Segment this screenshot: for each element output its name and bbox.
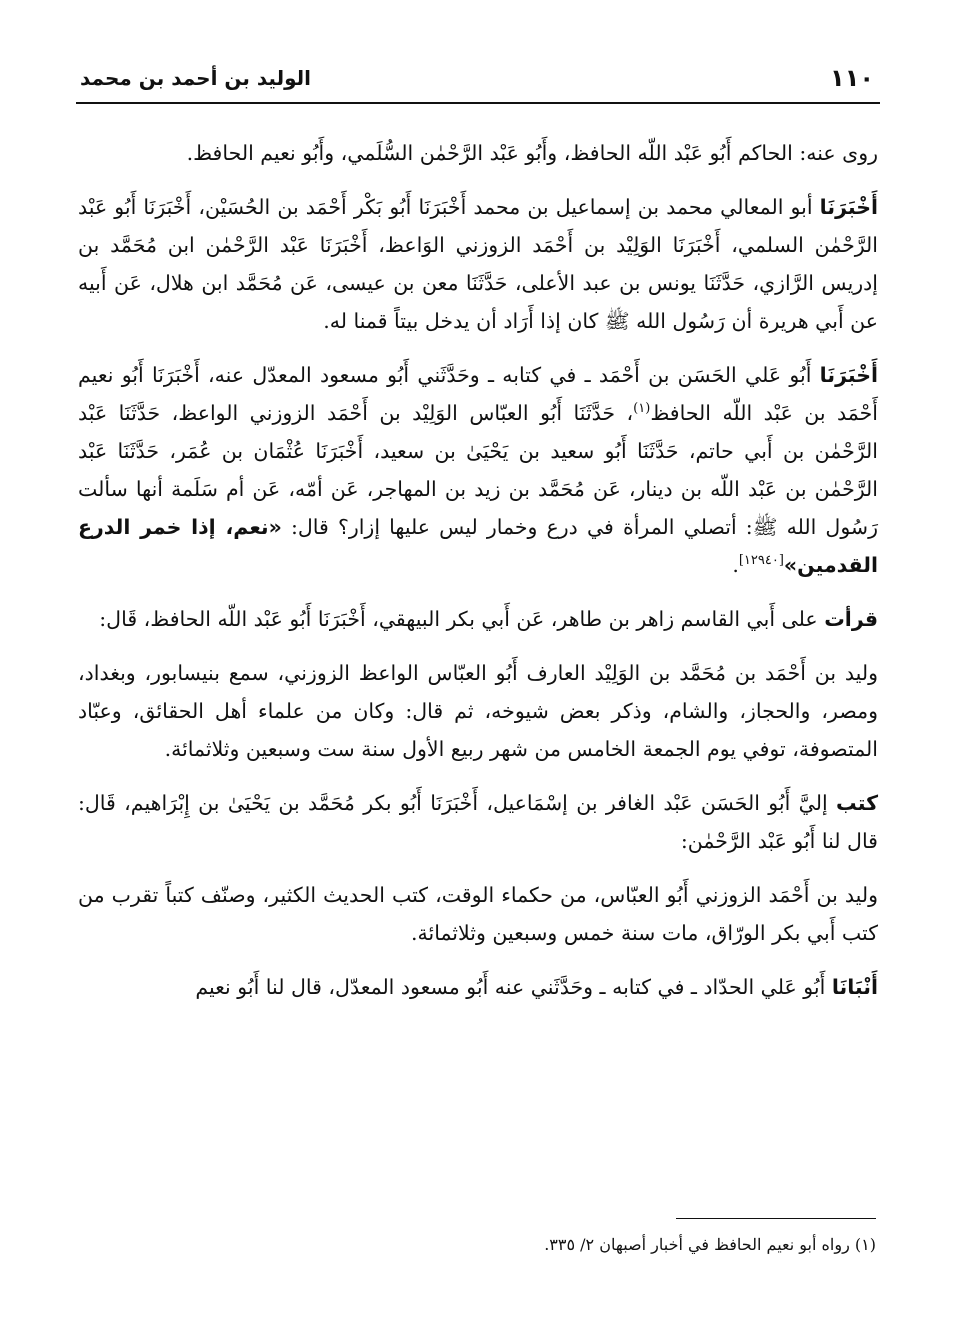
footnote-marker: (١) — [854, 1235, 876, 1254]
paragraph-hadith-1 — [78, 188, 878, 340]
paragraph-biography — [78, 654, 878, 768]
paragraph-reading — [78, 600, 878, 638]
paragraph-hadith-2 — [78, 356, 878, 584]
paragraph-lead-word: كتب — [836, 791, 878, 815]
page-header — [76, 62, 880, 104]
paragraph-lead-word: أَنْبَانَا — [831, 975, 878, 999]
hadith-number: [١٢٩٤٠] — [738, 553, 784, 569]
paragraph-text: أَبُو عَلي الحَسَن بن أَحْمَد ـ في كتابه ـ وحَدَّثَني أَبُو مسعود المعدّل عنه، أَخْبَرَنَا أَبُو نعيم أَحْمَد بن عَبْد اللّه الحافظ — [78, 363, 878, 425]
paragraph-end: . — [732, 553, 739, 577]
paragraph-letter — [78, 784, 878, 860]
hadith-quote: «نعم، إذا خمر الدرع القدمين» — [78, 515, 878, 577]
page-number: ١١٠ — [830, 64, 874, 92]
running-title: الوليد بن أحمد بن محمد — [80, 66, 311, 90]
footnote-divider — [676, 1218, 876, 1219]
paragraph-lead-word: قرأت — [824, 607, 878, 631]
paragraph-text: إليَّ أَبُو الحَسَن عَبْد الغافر بن إسْمَاعيل، أَخْبَرَنَا أَبُو بكر مُحَمَّد بن يَحْيَىٰ بن إِبْرَاهيم، قَال: قال لنا أَبُو عَبْد الرَّحْمٰن: — [78, 791, 878, 853]
footnote-reference[interactable]: (١) — [633, 401, 651, 417]
paragraph-text-continued: ، حَدَّثَنَا أَبُو العبّاس الوَلِيْد بن أَحْمَد الزوزني الواعظ، حَدَّثَنَا عَبْد الرَّحْمٰن بن أَبي حاتم، حَدَّثَنَا أَبُو سعيد بن يَحْيَىٰ بن سعيد، أَخْبَرَنَا عُثْمَان بن عُمَر، حَدَّثَنَا عَبْد الرَّحْمٰن بن عَبْد اللّه بن دينار، عَن مُحَمَّد بن زيد بن المهاجر، عَن أمّه، عَن أم سَلَمة أنها سألت رَسُول الله ﷺ: أتصلي المرأة في درع وخمار ليس عليها إزار؟ قال: — [78, 401, 878, 539]
paragraph-lead-word: أَخْبَرَنَا — [819, 363, 878, 387]
paragraph-text: أَبُو عَلي الحدّاد ـ في كتابه ـ وحَدَّثَني عنه أَبُو مسعود المعدّل، قال لنا أَبُو نعيم — [195, 975, 832, 999]
paragraph-lead-word: أَخْبَرَنَا — [819, 195, 878, 219]
footnote-text: رواه أبو نعيم الحافظ في أخبار أصبهان ٢/ ٣٣٥. — [544, 1235, 850, 1254]
paragraph-text: على أَبي القاسم زاهر بن طاهر، عَن أَبي بكر البيهقي، أَخْبَرَنَا أَبُو عَبْد اللّه الحافظ، قَال: — [99, 607, 825, 631]
paragraph-text: روى عنه: الحاكم أَبُو عَبْد اللّه الحافظ، وأَبُو عَبْد الرَّحْمٰن السُّلَمي، وأَبُو نعيم الحافظ. — [186, 141, 878, 165]
paragraph-text: وليد بن أَحْمَد الزوزني أَبُو العبّاس، من حكماء الوقت، كتب الحديث الكثير، وصنّف كتباً تقرب من كتب أَبي بكر الورّاق، مات سنة خمس وسبعين وثلاثمائة. — [78, 883, 878, 945]
footnote — [80, 1232, 876, 1258]
paragraph-text: وليد بن أَحْمَد بن مُحَمَّد بن الوَلِيْد العارف أَبُو العبّاس الواعظ الزوزني، سمع بنيسابور، وبغداد، ومصر، والحجاز، والشام، وذكر بعض شيوخه، ثم قال: وكان من علماء أهل الحقائق، وعبّاد المتصوفة، توفي يوم الجمعة الخامس من شهر ربيع الأول سنة ست وسبعين وثلاثمائة. — [78, 661, 878, 761]
paragraph-anbana — [78, 968, 878, 1006]
body-text — [78, 134, 878, 1022]
paragraph-narrators — [78, 134, 878, 172]
paragraph-quote-sulami — [78, 876, 878, 952]
paragraph-text: أبو المعالي محمد بن إسماعيل بن محمد أَخْبَرَنَا أَبُو بَكْر أَحْمَد بن الحُسَيْن، أَخْبَرَنَا أَبُو عَبْد الرَّحْمٰن السلمي، أَخْبَرَنَا الوَلِيْد بن أَحْمَد الزوزني الوَاعظ، أَخْبَرَنَا عَبْد الرَّحْمٰن ابن مُحَمَّد بن إدريس الرَّازي، حَدَّثَنَا يونس بن عبد الأعلى، حَدَّثَنَا معن بن عيسى، عَن مُحَمَّد ابن هلال، عَن أَبيه عن أَبي هريرة أن رَسُول الله ﷺ كان إذا أَرَاد أن يدخل بيتاً قمنا له. — [78, 195, 878, 333]
